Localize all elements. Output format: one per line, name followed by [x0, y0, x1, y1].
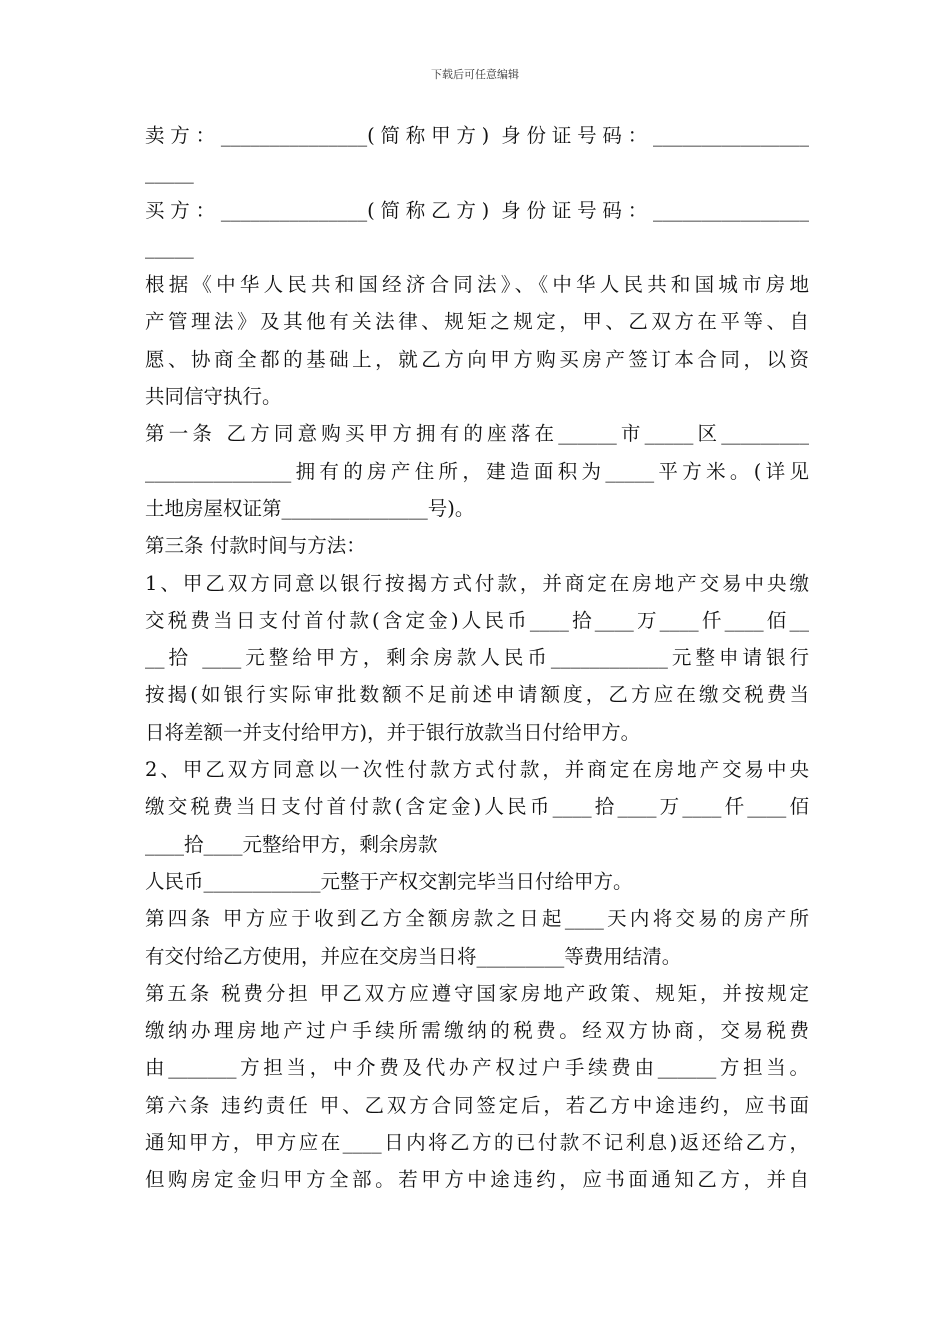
text-line: 但购房定金归甲方全部。若甲方中途违约，应书面通知乙方，并自 — [145, 1168, 809, 1192]
page-header: 下载后可任意编辑 — [431, 68, 519, 81]
text-line: 按揭(如银行实际审批数额不足前述申请额度，乙方应在缴交税费当 — [145, 683, 809, 707]
text-line: _____ — [145, 161, 194, 185]
text-line: 卖方：_______________(简称甲方) 身份证号码：________________ — [145, 124, 809, 147]
text-line: 第三条 付款时间与方法： — [145, 534, 366, 558]
text-line: 由_______方担当，中介费及代办产权过户手续费由______方担当。 — [145, 1056, 809, 1080]
text-line: 第六条 违约责任 甲、乙双方合同签定后，若乙方中途违约，应书面 — [145, 1093, 809, 1117]
text-line: 缴交税费当日支付首付款(含定金)人民币____拾____万____仟____佰 — [145, 795, 809, 819]
text-line: 1、甲乙双方同意以银行按揭方式付款，并商定在房地产交易中央缴 — [145, 571, 809, 595]
text-line: 交税费当日支付首付款(含定金)人民币____拾____万____仟____佰__ — [145, 608, 809, 632]
text-line: 人民币____________元整于产权交割完毕当日付给甲方。 — [145, 869, 633, 893]
text-line: 日将差额一并支付给甲方)，并于银行放款当日付给甲方。 — [145, 720, 641, 744]
text-line: 第一条 乙方同意购买甲方拥有的座落在______市_____区_________ — [145, 422, 809, 446]
text-line: _______________拥有的房产住所，建造面积为_____平方米。(详见 — [145, 459, 809, 483]
text-line: _____ — [145, 235, 194, 259]
text-line: 愿、协商全都的基础上，就乙方向甲方购买房产签订本合同，以资 — [145, 347, 809, 371]
text-line: 土地房屋权证第_______________号)。 — [145, 496, 475, 520]
text-line: 通知甲方，甲方应在____日内将乙方的已付款不记利息)返还给乙方， — [145, 1131, 809, 1155]
text-line: __拾 ____元整给甲方，剩余房款人民币____________元整申请银行 — [145, 646, 809, 670]
text-line: 第四条 甲方应于收到乙方全额房款之日起____天内将交易的房产所 — [145, 907, 809, 931]
text-line: 买方：_______________(简称乙方) 身份证号码：________________ — [145, 198, 809, 222]
text-line: 产管理法》及其他有关法律、规矩之规定，甲、乙双方在平等、自 — [145, 310, 809, 334]
text-line: ____拾____元整给甲方，剩余房款 — [145, 832, 438, 856]
text-line: 第五条 税费分担 甲乙双方应遵守国家房地产政策、规矩，并按规定 — [145, 981, 809, 1005]
text-line: 根据《中华人民共和国经济合同法》、《中华人民共和国城市房地 — [145, 273, 809, 297]
text-line: 2、甲乙双方同意以一次性付款方式付款，并商定在房地产交易中央 — [145, 758, 809, 782]
contract-body — [145, 117, 809, 1199]
text-line: 有交付给乙方使用，并应在交房当日将_________等费用结清。 — [145, 944, 682, 968]
text-line: 缴纳办理房地产过户手续所需缴纳的税费。经双方协商，交易税费 — [145, 1019, 809, 1043]
text-line: 共同信守执行。 — [145, 385, 282, 409]
